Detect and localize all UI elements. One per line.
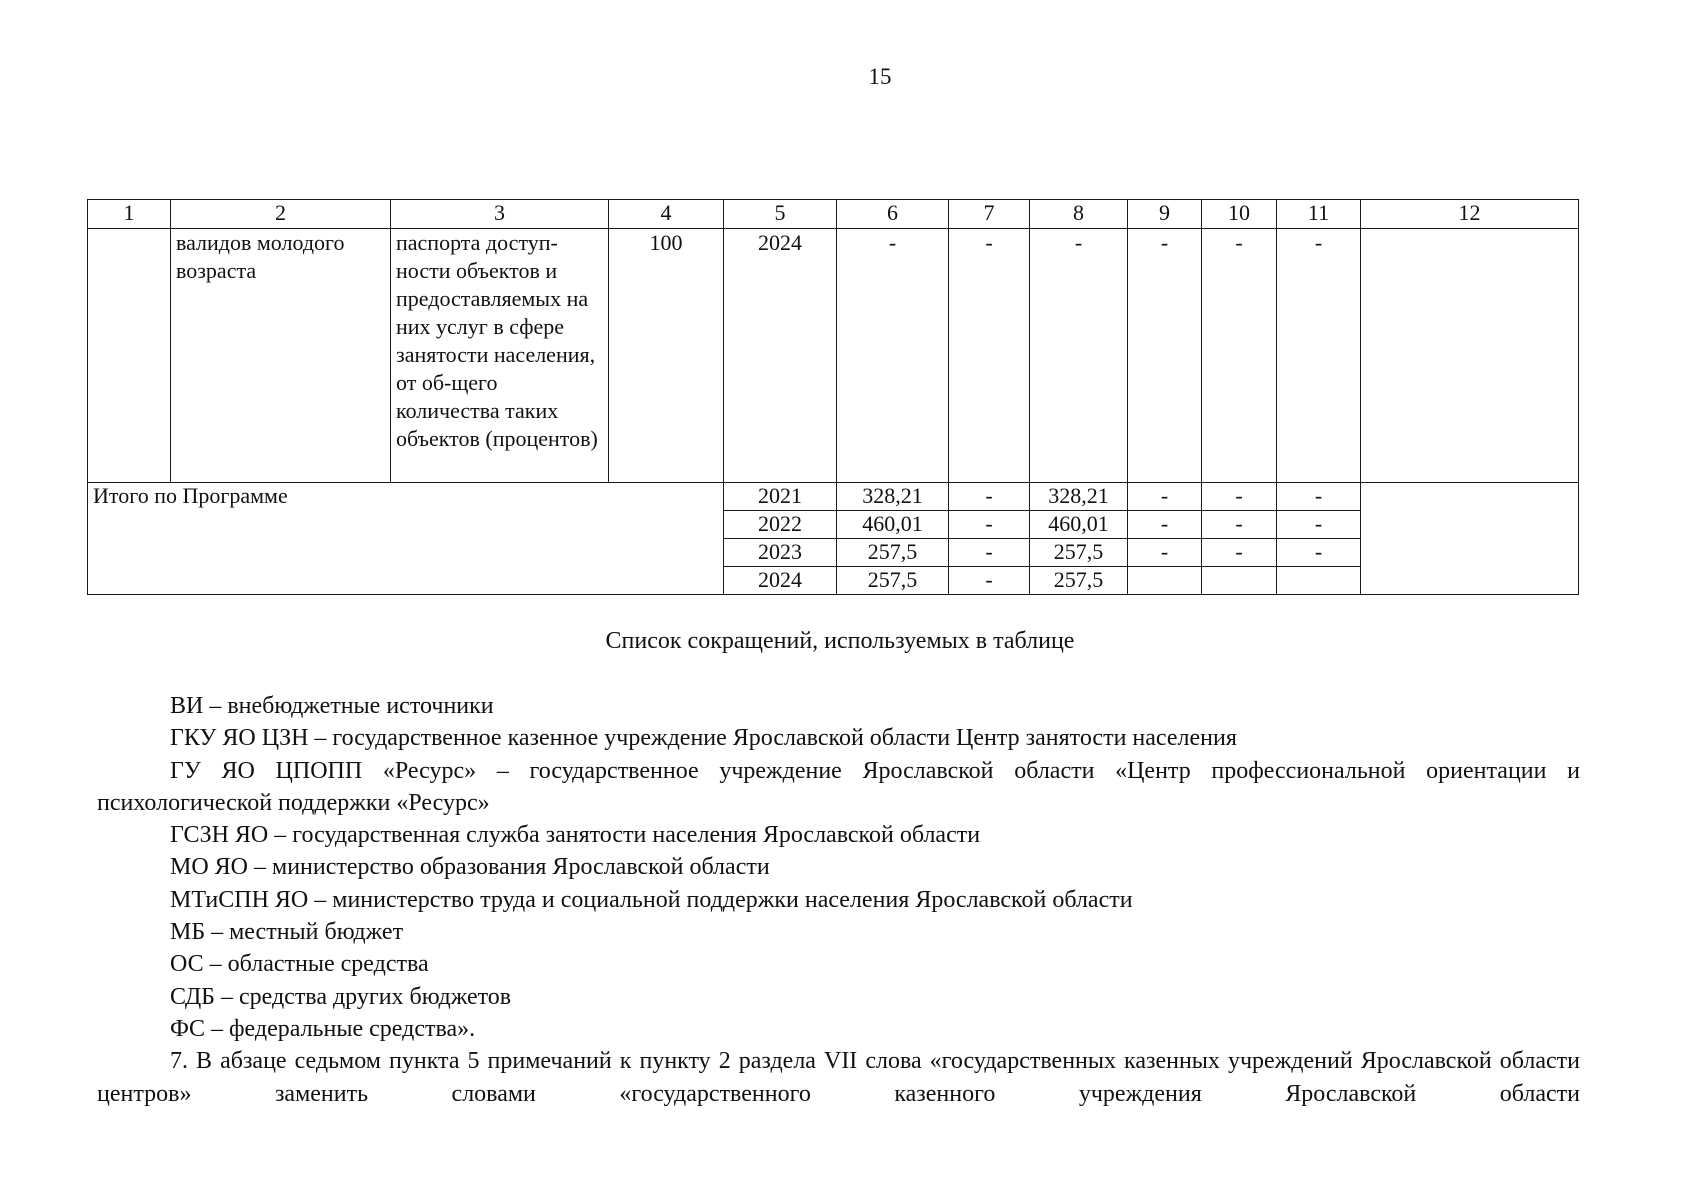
abbreviation-item: ГКУ ЯО ЦЗН – государственное казенное учреждение Ярославской области Центр занятости населения bbox=[170, 725, 1237, 752]
header-cell: 6 bbox=[837, 200, 949, 229]
table-cell: - bbox=[1202, 483, 1277, 511]
header-cell: 10 bbox=[1202, 200, 1277, 229]
abbreviation-item: ВИ – внебюджетные источники bbox=[170, 693, 494, 719]
header-cell: 5 bbox=[724, 200, 837, 229]
table-cell: - bbox=[1128, 511, 1202, 539]
abbreviation-item: ГСЗН ЯО – государственная служба занятости населения Ярославской области bbox=[170, 822, 981, 849]
indicator-desc-cell: паспорта доступ-ности объектов и предоставляемых на них услуг в сфере занятости населения, от об-щего количества таких объектов (процентов) bbox=[391, 229, 609, 483]
table-cell: - bbox=[1277, 229, 1361, 483]
header-cell: 8 bbox=[1030, 200, 1128, 229]
header-cell: 4 bbox=[609, 200, 724, 229]
table-cell: - bbox=[949, 567, 1030, 595]
abbreviations-title: Список сокращений, используемых в таблице bbox=[605, 628, 1075, 654]
header-cell: 1 bbox=[88, 200, 171, 229]
table-cell: 460,01 bbox=[1030, 511, 1128, 539]
table-cell: - bbox=[949, 483, 1030, 511]
abbreviations-list bbox=[97, 690, 1580, 1110]
header-cell: 9 bbox=[1128, 200, 1202, 229]
abbreviation-item: МО ЯО – министерство образования Ярославской области bbox=[170, 854, 770, 881]
year-cell: 2024 bbox=[724, 567, 837, 595]
table-cell: - bbox=[1202, 229, 1277, 483]
table-cell: - bbox=[1277, 483, 1361, 511]
abbreviation-item: ГУ ЯО ЦПОПП «Ресурс» – государственное учреждение Ярославской области «Центр профессиональной ориентации и психологической поддержки «Ресурс» bbox=[97, 757, 1580, 816]
table-cell: - bbox=[837, 229, 949, 483]
table-cell bbox=[1202, 567, 1277, 595]
table-cell: 257,5 bbox=[1030, 539, 1128, 567]
table-cell: 257,5 bbox=[837, 539, 949, 567]
abbreviation-item: ФС – федеральные средства». bbox=[170, 1015, 476, 1042]
header-cell: 7 bbox=[949, 200, 1030, 229]
table-cell: - bbox=[1277, 511, 1361, 539]
amendment-paragraph: 7. В абзаце седьмом пункта 5 примечаний к пункту 2 раздела VII слова «государственных казенных учреждений Ярославской области центров» заменить словами «государственного казенного учреждения Ярославской области bbox=[97, 1048, 1580, 1107]
table-cell: 257,5 bbox=[1030, 567, 1128, 595]
table-cell bbox=[1361, 229, 1579, 483]
abbreviation-item: МТиСПН ЯО – министерство труда и социальной поддержки населения Ярославской области bbox=[170, 886, 1133, 913]
year-cell: 2023 bbox=[724, 539, 837, 567]
table-row bbox=[88, 229, 1579, 483]
table-header-row bbox=[88, 200, 1579, 229]
header-cell: 11 bbox=[1277, 200, 1361, 229]
year-cell: 2024 bbox=[724, 229, 837, 483]
header-cell: 2 bbox=[171, 200, 391, 229]
total-label-cell: Итого по Программе bbox=[88, 483, 724, 595]
total-row bbox=[88, 483, 1579, 511]
table-cell: - bbox=[1202, 539, 1277, 567]
table-cell: 328,21 bbox=[837, 483, 949, 511]
table-cell: - bbox=[1128, 483, 1202, 511]
table-cell: 460,01 bbox=[837, 511, 949, 539]
table-cell: - bbox=[949, 511, 1030, 539]
table-cell: - bbox=[1128, 539, 1202, 567]
table-cell bbox=[1361, 483, 1579, 595]
table-cell bbox=[1128, 567, 1202, 595]
table-cell: 100 bbox=[609, 229, 724, 483]
table-cell: - bbox=[949, 229, 1030, 483]
page-number: 15 bbox=[868, 64, 892, 89]
indicator-name-cell: валидов молодого возраста bbox=[171, 229, 391, 483]
table-cell: - bbox=[1202, 511, 1277, 539]
header-cell: 3 bbox=[391, 200, 609, 229]
table-cell: - bbox=[1277, 539, 1361, 567]
program-table bbox=[87, 199, 1579, 595]
table-cell bbox=[1277, 567, 1361, 595]
table-cell: - bbox=[1128, 229, 1202, 483]
abbreviation-item: ОС – областные средства bbox=[170, 951, 429, 978]
table-cell: - bbox=[1030, 229, 1128, 483]
abbreviation-item: СДБ – средства других бюджетов bbox=[170, 983, 512, 1010]
table-cell: 328,21 bbox=[1030, 483, 1128, 511]
year-cell: 2021 bbox=[724, 483, 837, 511]
abbreviation-item: МБ – местный бюджет bbox=[170, 919, 404, 946]
header-cell: 12 bbox=[1361, 200, 1579, 229]
table-cell: - bbox=[949, 539, 1030, 567]
year-cell: 2022 bbox=[724, 511, 837, 539]
table-cell bbox=[88, 229, 171, 483]
table-cell: 257,5 bbox=[837, 567, 949, 595]
